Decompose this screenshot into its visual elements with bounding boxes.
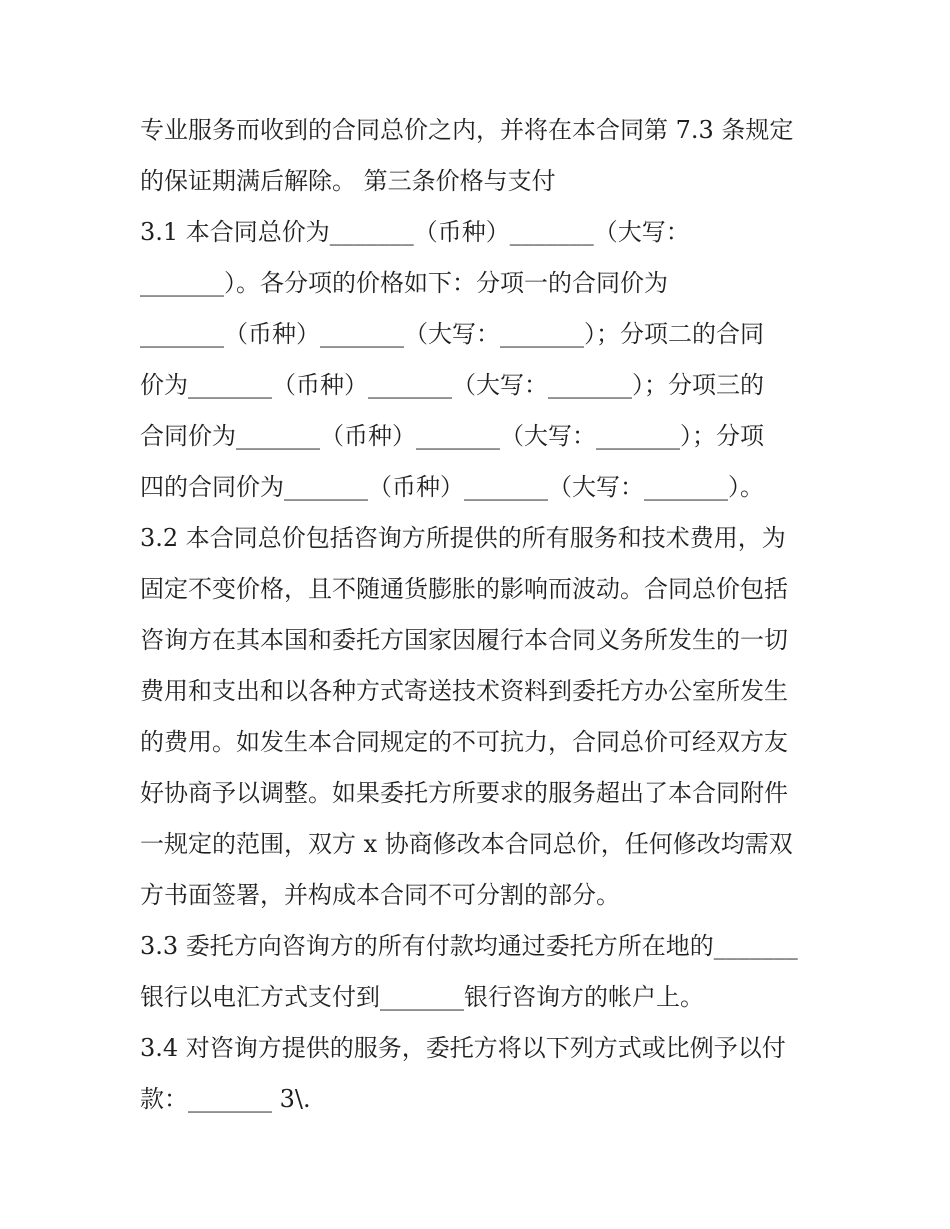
contract-body-text bbox=[140, 105, 820, 1125]
text-line: 合同价为_______（币种）_______（大写：_______）；分项 bbox=[140, 422, 764, 450]
text-line: 一规定的范围，双方 x 协商修改本合同总价，任何修改均需双 bbox=[140, 830, 793, 858]
text-line: 的保证期满后解除。 第三条价格与支付 bbox=[140, 167, 556, 195]
text-line: 费用和支出和以各种方式寄送技术资料到委托方办公室所发生 bbox=[140, 677, 788, 705]
clause-3-1-line: 3.1 本合同总价为_______（币种）_______（大写： bbox=[140, 218, 690, 246]
text-line: _______）。各分项的价格如下：分项一的合同价为 bbox=[140, 269, 668, 297]
clause-3-4-line: 3.4 对咨询方提供的服务，委托方将以下列方式或比例予以付 bbox=[140, 1034, 786, 1062]
clause-3-3-line: 3.3 委托方向咨询方的所有付款均通过委托方所在地的_______ bbox=[140, 932, 798, 960]
text-line: 专业服务而收到的合同总价之内，并将在本合同第 7.3 条规定 bbox=[140, 116, 794, 144]
text-line: _______（币种）_______（大写：_______）；分项二的合同 bbox=[140, 320, 764, 348]
text-line: 方书面签署，并构成本合同不可分割的部分。 bbox=[140, 881, 620, 909]
text-line: 价为_______（币种）_______（大写：_______）；分项三的 bbox=[140, 371, 764, 399]
text-line: 的费用。如发生本合同规定的不可抗力，合同总价可经双方友 bbox=[140, 728, 788, 756]
text-line: 银行以电汇方式支付到_______银行咨询方的帐户上。 bbox=[140, 983, 704, 1011]
text-line: 咨询方在其本国和委托方国家因履行本合同义务所发生的一切 bbox=[140, 626, 788, 654]
text-line: 好协商予以调整。如果委托方所要求的服务超出了本合同附件 bbox=[140, 779, 788, 807]
clause-3-2-line: 3.2 本合同总价包括咨询方所提供的所有服务和技术费用，为 bbox=[140, 524, 786, 552]
text-line: 款：_______ 3\. bbox=[140, 1085, 311, 1113]
text-line: 固定不变价格，且不随通货膨胀的影响而波动。合同总价包括 bbox=[140, 575, 788, 603]
text-line: 四的合同价为_______（币种）_______（大写：_______）。 bbox=[140, 473, 764, 501]
